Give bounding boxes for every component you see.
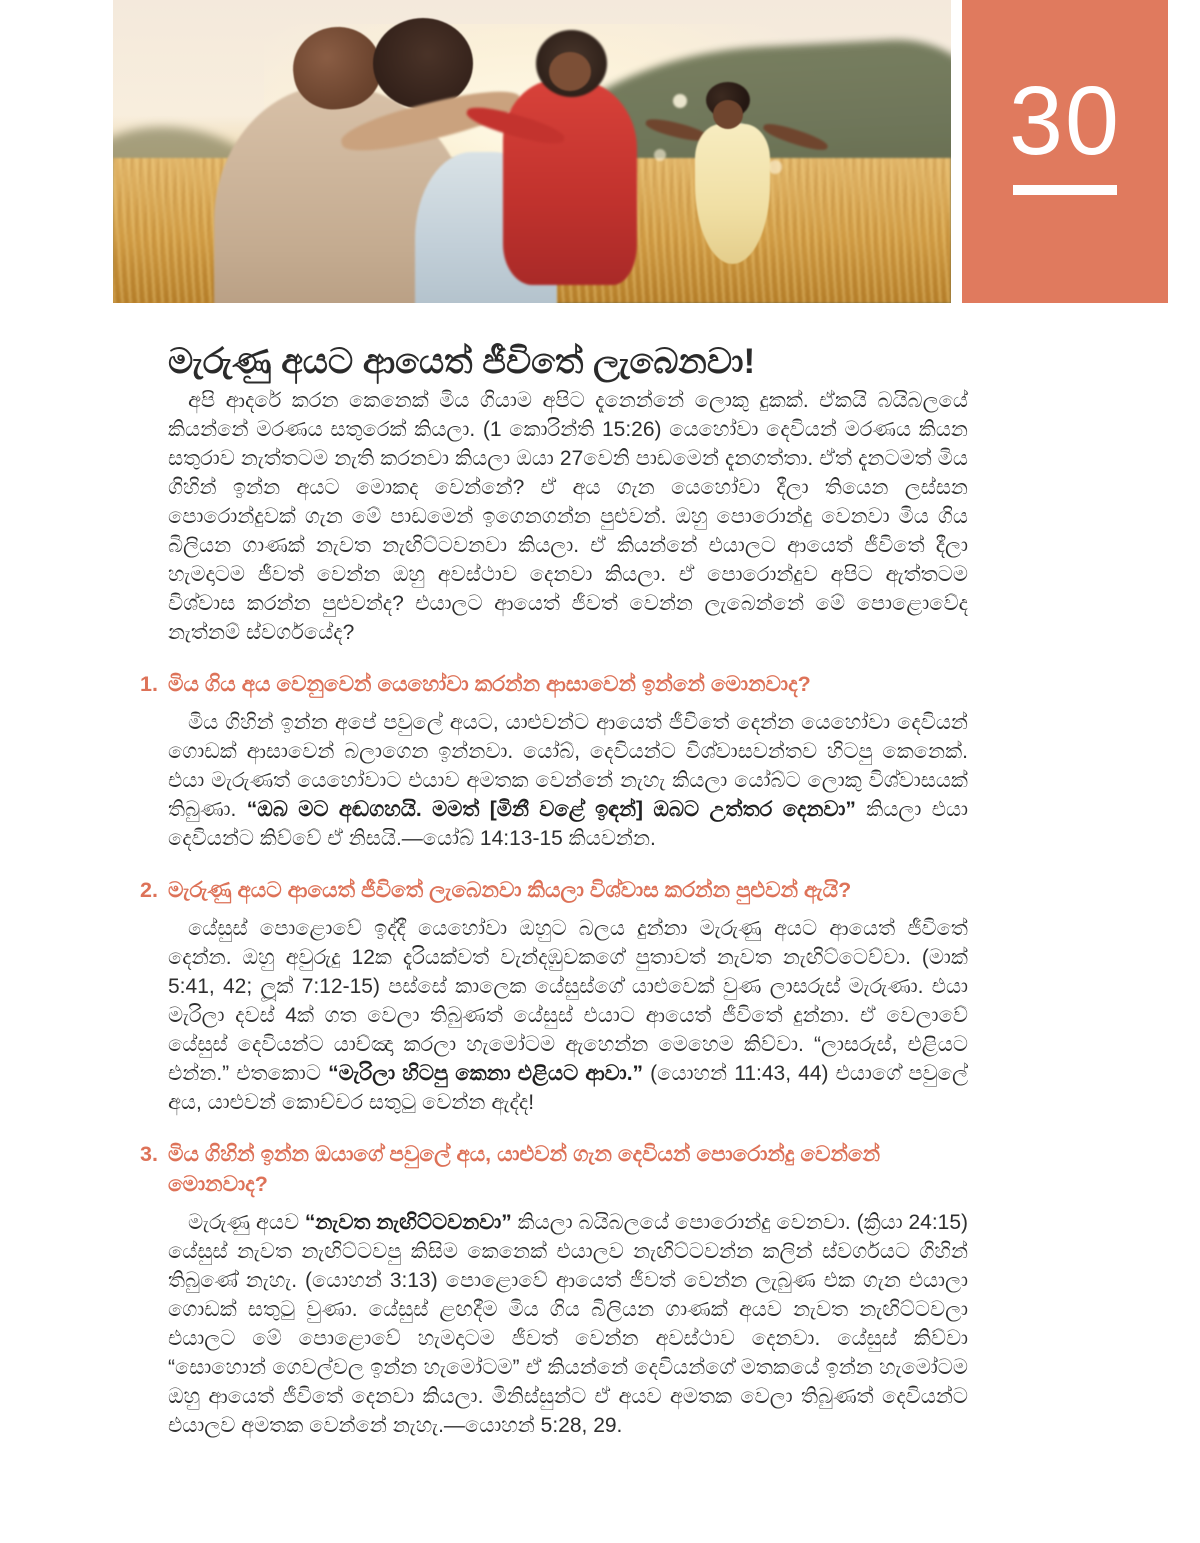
question-text-2: මැරුණු අයට ආයෙත් ජීවිතේ ලැබෙනවා කියලා විශ්වාස කරන්න පුළුවන් ඇයි?	[168, 878, 852, 902]
question-heading-1	[140, 669, 968, 699]
mother-figure	[503, 79, 637, 285]
answer-2-quote: “මැරිලා හිටපු කෙනා එළියට ආවා.”	[328, 1062, 644, 1085]
question-text-3: මිය ගිහින් ඉන්න ඔයාගේ පවුලේ අය, යාළුවන් ගැන දෙවියන් පොරොන්දු වෙන්නේ මොනවාද?	[168, 1142, 881, 1196]
question-number-1: 1.	[140, 672, 158, 696]
question-heading-3	[140, 1139, 968, 1199]
answer-2-text: යේසුස් පොළොවේ ඉද්දී යෙහෝවා ඔහුට බලය දුන්නා මැරුණු අයට ආයෙත් ජීවිතේ දෙන්න. ඔහු අවුරුදු 12ක දැරියක්වත් වැන්දඹුවකගේ පුතාවත් නැවත නැඟිට්ටෙව්වා. (මාක් 5:41, 42; ලූක් 7:12-15) පස්සේ කාලෙක යේසුස්ගේ යාළුවෙක් වුණ ලාසරුස් මැරුණා. එයා මැරිලා දවස් 4ක් ගත වෙලා තිබුණත් යේසුස් එයාට ආයෙත් ජීවිතේ දුන්නා. ඒ වෙලාවේ යේසුස් දෙවියන්ට යාච්ඤා කරලා හැමෝටම ඇහෙන්න මෙහෙම කිව්වා. “ලාසරුස්, එළියට එන්න.” එතකොට	[168, 917, 968, 1085]
answer-3-text: මැරුණු අයව	[188, 1211, 305, 1234]
answer-paragraph-2	[168, 914, 968, 1117]
lesson-number-underline	[1013, 185, 1117, 195]
answer-paragraph-1	[168, 708, 968, 853]
answer-3-quote: “නැවත නැඟිට්ටවනවා”	[304, 1211, 512, 1234]
page-title: මැරුණු අයට ආයෙත් ජීවිතේ ලැබෙනවා!	[168, 342, 756, 381]
answer-1-quote: “ඔබ මට අඬගහයි. මමත් [මිනී වළේ ඉඳන්] ඔබට උත්තර දෙනවා”	[246, 798, 856, 821]
question-heading-2	[140, 875, 968, 905]
mother-face	[549, 52, 591, 91]
answer-3-citation: කියලා බයිබලයේ පොරොන්දු වෙනවා. (ක්‍රියා 24:15) යේසුස් නැවත නැඟිට්ටවපු කිසිම කෙනෙක් එයාලව නැඟිට්ටවන්න කලින් ස්වර්ගයට ගිහින් තිබුණේ නැහැ. (යොහන් 3:13) පොළොවේ ආයෙත් ජීවත් වෙන්න ලැබුණ එක ගැන එයාලා ගොඩක් සතුටු වුණා. යේසුස් ළඟදීම මිය ගිය බිලියන ගාණක් අයව නැවත නැඟිට්ටවලා එයාලට මේ පොළොවේ හැමදාටම ජීවත් වෙන්න අවස්ථාව දෙනවා. යේසුස් කිව්වා “සොහොන් ගෙවල්වල ඉන්න හැමෝටම” ඒ කියන්නේ දෙවියන්ගේ මතකයේ ඉන්න හැමෝටම ඔහු ආයෙත් ජීවිතේ දෙනවා කියලා. මිනිස්සුන්ට ඒ අයව අමතක වෙලා තිබුණත් දෙවියන්ට එයාලව අමතක වෙන්නේ නැහැ.—යොහන් 5:28, 29.	[168, 1211, 969, 1437]
question-number-3: 3.	[140, 1142, 158, 1166]
answer-paragraph-3	[168, 1208, 968, 1440]
question-text-1: මිය ගිය අය වෙනුවෙන් යෙහෝවා කරන්න ආසාවෙන් ඉන්නේ මොනවාද?	[168, 672, 811, 696]
lesson-number-badge	[962, 0, 1168, 303]
answer-2-citation: (යොහන් 11:43, 44) එයාගේ පවුලේ අය, යාළුවන් කොච්චර සතුටු වෙන්න ඇද්ද!	[168, 1062, 968, 1114]
lesson-content	[140, 338, 969, 1440]
answer-1-text: මිය ගිහින් ඉන්න අපේ පවුලේ අයට, යාළුවන්ට ආයෙත් ජීවිතේ දෙන්න යෙහෝවා දෙවියන් ගොඩක් ආසාවෙන් බලාගෙන ඉන්නවා. යෝබ්, දෙවියන්ට විශ්වාසවන්තව හිටපු කෙනෙක්. එයා මැරුණත් යෙහෝවාට එයාව අමතක වෙන්නේ නැහැ කියලා යෝබ්ට ලොකු විශ්වාසයක් තිබුණා.	[168, 711, 968, 821]
girl-face	[713, 100, 743, 129]
lesson-number: 30	[1009, 66, 1121, 175]
intro-paragraph: අපි ආදරේ කරන කෙනෙක් මිය ගියාම අපිට දැනෙන්නේ ලොකු දුකක්. ඒකයි බයිබලයේ කියන්නේ මරණය සතුරෙක් කියලා. (1 කොරින්ති 15:26) යෙහෝවා දෙවියන් මරණය කියන සතුරාව නැත්තටම නැති කරනවා කියලා ඔයා 27වෙනි පාඩමෙන් දැනගත්තා. ඒත් දැනටමත් මිය ගිහින් ඉන්න අයට මොකද වෙන්නේ? ඒ අය ගැන යෙහෝවා දීලා තියෙන ලස්සන පොරොන්දුවක් ගැන මේ පාඩමෙන් ඉගෙනගන්න පුළුවන්. ඔහු පොරොන්දු වෙනවා මිය ගිය බිලියන ගාණක් නැවත නැඟිට්ටවනවා කියලා. ඒ කියන්නේ එයාලට ආයෙත් ජීවිතේ දීලා හැමදාටම ජීවත් වෙන්න ඔහු අවස්ථාව දෙනවා කියලා. ඒ පොරොන්දුව අපිට ඇත්තටම විශ්වාස කරන්න පුළුවන්ද? එයාලට ආයෙත් ජීවත් වෙන්න ලැබෙන්නේ මේ පොළොවේද නැත්නම් ස්වර්ගයේද?	[168, 389, 968, 644]
answer-1-citation: කියලා එයා දෙවියන්ට කිව්වේ ඒ නිසයි.—යෝබ් 14:13-15 කියවන්න.	[168, 798, 968, 850]
question-number-2: 2.	[140, 878, 158, 902]
hero-photo	[113, 0, 951, 303]
